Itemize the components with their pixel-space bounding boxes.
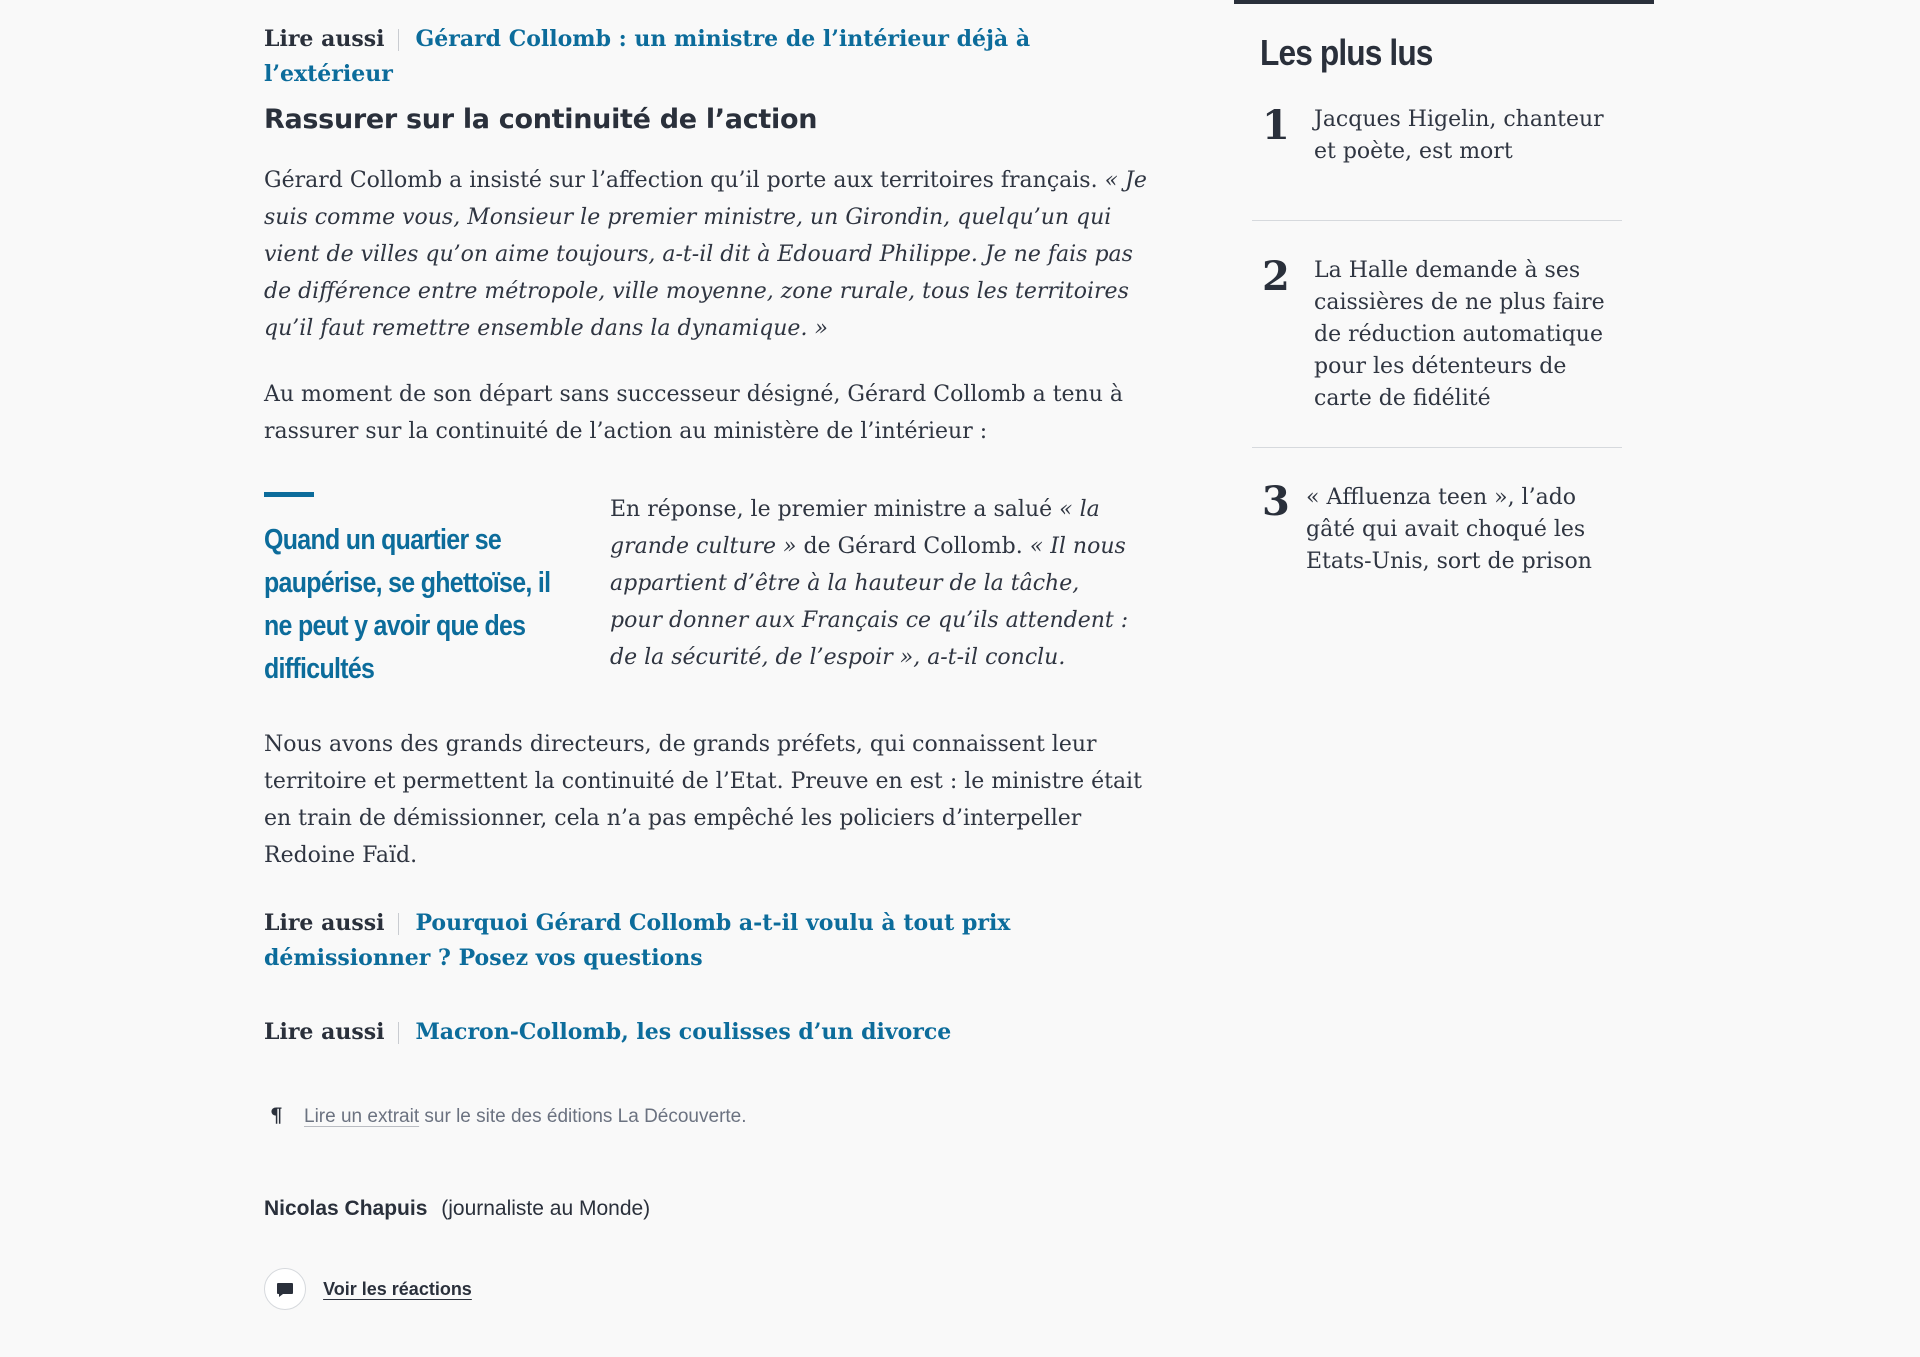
pull-quote-text: Quand un quartier se paupérise, se ghettoïse, il ne peut y avoir que des difficultés xyxy=(264,524,551,685)
read-also-link[interactable]: Macron-Collomb, les coulisses d’un divorce xyxy=(415,1019,952,1045)
author-line xyxy=(264,1197,964,1221)
read-also-label: Lire aussi xyxy=(264,26,385,52)
pull-quote xyxy=(264,492,574,691)
most-read-rank: 2 xyxy=(1262,253,1290,300)
read-also-separator xyxy=(398,29,399,51)
paragraph-4: Nous avons des grands directeurs, de grands préfets, qui connaissent leur territoire et permettent la continuité de l’Etat. Preuve en est : le ministre était en train de démissionner, cela n’a pas empêché les policiers d’interpeller Redoine Faïd. xyxy=(264,732,1142,868)
most-read-item[interactable] xyxy=(1252,221,1622,448)
author-role: (journaliste au Monde) xyxy=(441,1197,651,1220)
section-heading: Rassurer sur la continuité de l’action xyxy=(264,104,818,135)
comment-bubble-icon xyxy=(265,1269,305,1309)
read-also-block xyxy=(264,1015,1164,1050)
read-also-link[interactable]: Pourquoi Gérard Collomb a-t-il voulu à tout prix démissionner ? Posez vos questions xyxy=(264,910,1011,971)
paragraph-3-quote-b: « Il nous appartient d’être à la hauteur de la tâche, pour donner aux Français ce qu’ils attendent : de la sécurité, de l’espoir », a-t-il conclu. xyxy=(610,534,1129,670)
most-read-title[interactable]: La Halle demande à ses caissières de ne plus faire de réduction automatique pour les détenteurs de carte de fidélité xyxy=(1314,258,1605,411)
most-read-sidebar xyxy=(1234,0,1654,598)
read-also-label: Lire aussi xyxy=(264,910,385,936)
most-read-rank: 1 xyxy=(1262,102,1290,149)
paragraph-3-quote-a: « la grande culture » xyxy=(610,497,1100,559)
read-also-block xyxy=(264,906,1144,976)
most-read-rank: 3 xyxy=(1262,478,1290,525)
paragraph-1 xyxy=(264,162,1164,347)
extract-rest: sur le site des éditions La Découverte. xyxy=(419,1106,747,1127)
reactions-row xyxy=(264,1268,664,1310)
sidebar-top-bar xyxy=(1234,0,1654,4)
pilcrow-icon: ¶ xyxy=(270,1103,283,1127)
read-also-link[interactable]: Gérard Collomb : un ministre de l’intérieur déjà à l’extérieur xyxy=(264,26,1031,87)
paragraph-2: Au moment de son départ sans successeur désigné, Gérard Collomb a tenu à rassurer sur la continuité de l’action au ministère de l’intérieur : xyxy=(264,382,1123,444)
extract-link[interactable]: Lire un extrait xyxy=(304,1106,420,1127)
read-also-label: Lire aussi xyxy=(264,1019,385,1045)
read-also-block xyxy=(264,22,1164,92)
author-name[interactable]: Nicolas Chapuis xyxy=(264,1197,428,1220)
paragraph-3 xyxy=(610,491,1130,676)
reactions-link[interactable]: Voir les réactions xyxy=(323,1278,472,1299)
read-also-separator xyxy=(398,1022,399,1044)
most-read-title[interactable]: Jacques Higelin, chanteur et poète, est mort xyxy=(1314,107,1604,164)
paragraph-1-quote: « Je suis comme vous, Monsieur le premier ministre, un Girondin, quelqu’un qui vient de villes qu’on aime toujours, a-t-il dit à Edouard Philippe. Je ne fais pas de différence entre métropole, ville moyenne, zone rurale, tous les territoires qu’il faut remettre ensemble dans la dynamique. » xyxy=(264,168,1147,341)
paragraph-3-text-b: de Gérard Collomb. xyxy=(796,534,1030,559)
paragraph-3-text-a: En réponse, le premier ministre a salué xyxy=(610,497,1060,522)
paragraph-1-text: Gérard Collomb a insisté sur l’affection qu’il porte aux territoires français. xyxy=(264,168,1105,193)
most-read-title[interactable]: « Affluenza teen », l’ado gâté qui avait choqué les Etats-Unis, sort de prison xyxy=(1306,485,1592,574)
most-read-item[interactable] xyxy=(1252,104,1622,221)
comments-button[interactable] xyxy=(264,1268,306,1310)
read-also-separator xyxy=(398,913,399,935)
most-read-item[interactable] xyxy=(1252,448,1622,598)
extract-note xyxy=(264,1103,964,1128)
sidebar-title: Les plus lus xyxy=(1260,32,1433,73)
pull-quote-bar xyxy=(264,492,314,497)
